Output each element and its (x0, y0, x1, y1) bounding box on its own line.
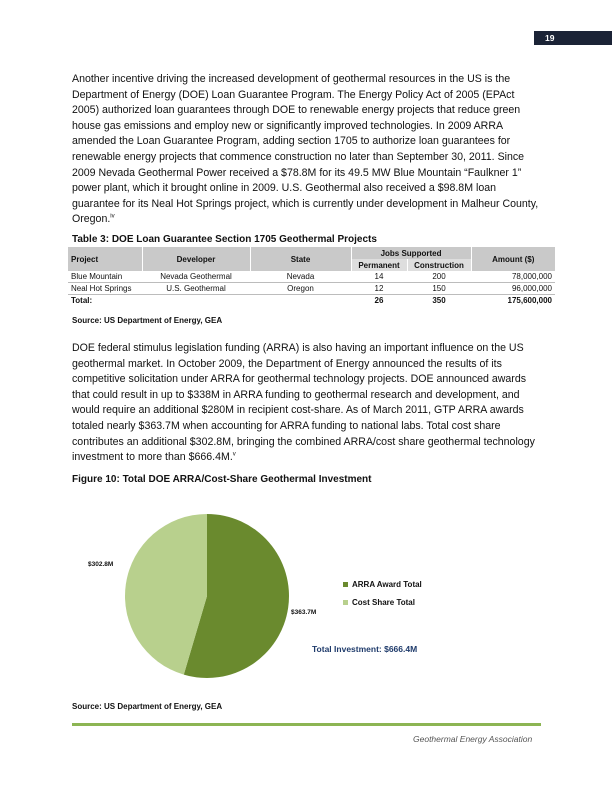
figure-source: Source: US Department of Energy, GEA (72, 702, 223, 711)
paragraph-arra-funding-text: DOE federal stimulus legislation funding (ARRA) is also having an important influence on the US geothermal market. In October 2009, the Department of Energy announced the results of its competitive solicitation under ARRA for geothermal technology projects. DOE announced awards that could result in up to $338M in ARRA funding to geothermal research and development, and would require an additional $280M in recipient cost-share. As of March 2011, GTP ARRA awards totaled nearly $363.7M when accounting for ARRA funding to national labs. Total cost share contributes an additional $302.8M, bringing the combined ARRA/cost share geothermal technology investment to more than $666.4M. (72, 342, 535, 464)
cell-permanent: 12 (351, 283, 407, 295)
cell-amount: 96,000,000 (471, 283, 555, 295)
table-source: Source: US Department of Energy, GEA (72, 316, 223, 325)
paragraph-arra-funding (72, 341, 542, 466)
table-row (68, 271, 555, 283)
cell-state: Oregon (250, 283, 351, 295)
cell-project: Blue Mountain (68, 271, 142, 283)
cell-construction: 200 (407, 271, 471, 283)
total-construction: 350 (432, 296, 446, 305)
total-amount: 175,600,000 (507, 296, 553, 305)
cell-project: Neal Hot Springs (68, 283, 142, 295)
cell-amount: 78,000,000 (471, 271, 555, 283)
header-project: Project (68, 247, 142, 271)
loan-guarantee-table (68, 247, 555, 306)
total-permanent: 26 (374, 296, 384, 305)
legend-label-cost-share: Cost Share Total (352, 598, 415, 607)
total-investment-label: Total Investment: $666.4M (312, 644, 418, 654)
cell-developer: Nevada Geothermal (142, 271, 250, 283)
table-row (68, 283, 555, 295)
header-jobs-supported: Jobs Supported (351, 247, 471, 259)
legend-item-arra (343, 580, 422, 589)
page-number: 19 (534, 31, 612, 45)
legend-swatch-cost-share (343, 600, 348, 605)
pie-chart (117, 506, 297, 686)
footer-rule (72, 723, 541, 726)
cell-state: Nevada (250, 271, 351, 283)
cell-developer: U.S. Geothermal (142, 283, 250, 295)
paragraph-loan-guarantee (72, 72, 542, 228)
pie-label-cost-share: $302.8M (88, 561, 114, 568)
footer-org-name: Geothermal Energy Association (413, 734, 533, 744)
table-total-row (68, 295, 555, 307)
legend-item-cost-share (343, 598, 415, 607)
endnote-v: v (232, 451, 236, 458)
cell-permanent: 14 (351, 271, 407, 283)
cell-construction: 150 (407, 283, 471, 295)
legend-label-arra: ARRA Award Total (352, 580, 422, 589)
paragraph-loan-guarantee-text: Another incentive driving the increased development of geothermal resources in the US is the Department of Energy (DOE) Loan Guarantee Program. The Energy Policy Act of 2005 (EPAct 2005) authorized loan guarantees through DOE to renewable energy projects that reduce green house gas emissions and employ new or significantly improved technologies. In 2009 ARRA amended the Loan Guarantee Program, adding section 1705 to authorize loan guarantees for renewable energy projects that commence construction no later than September 30, 2011. Since 2009 Nevada Geothermal Power received a $78.8M for its 49.5 MW Blue Mountain “Faulkner 1” power plant, which it brought online in 2009. U.S. Geothermal also received a $98.8M loan guarantee for its Neal Hot Springs project, which is currently under development in Malheur County, Oregon. (72, 73, 539, 226)
header-permanent: Permanent (351, 259, 407, 271)
legend-swatch-arra (343, 582, 348, 587)
header-developer: Developer (142, 247, 250, 271)
header-state: State (250, 247, 351, 271)
figure-caption: Figure 10: Total DOE ARRA/Cost-Share Geothermal Investment (72, 474, 372, 485)
pie-label-arra: $363.7M (291, 609, 317, 616)
header-amount: Amount ($) (471, 247, 555, 271)
table-caption: Table 3: DOE Loan Guarantee Section 1705 Geothermal Projects (72, 234, 377, 245)
total-label: Total: (71, 296, 93, 305)
header-construction: Construction (407, 259, 471, 271)
endnote-iv: iv (110, 213, 115, 220)
